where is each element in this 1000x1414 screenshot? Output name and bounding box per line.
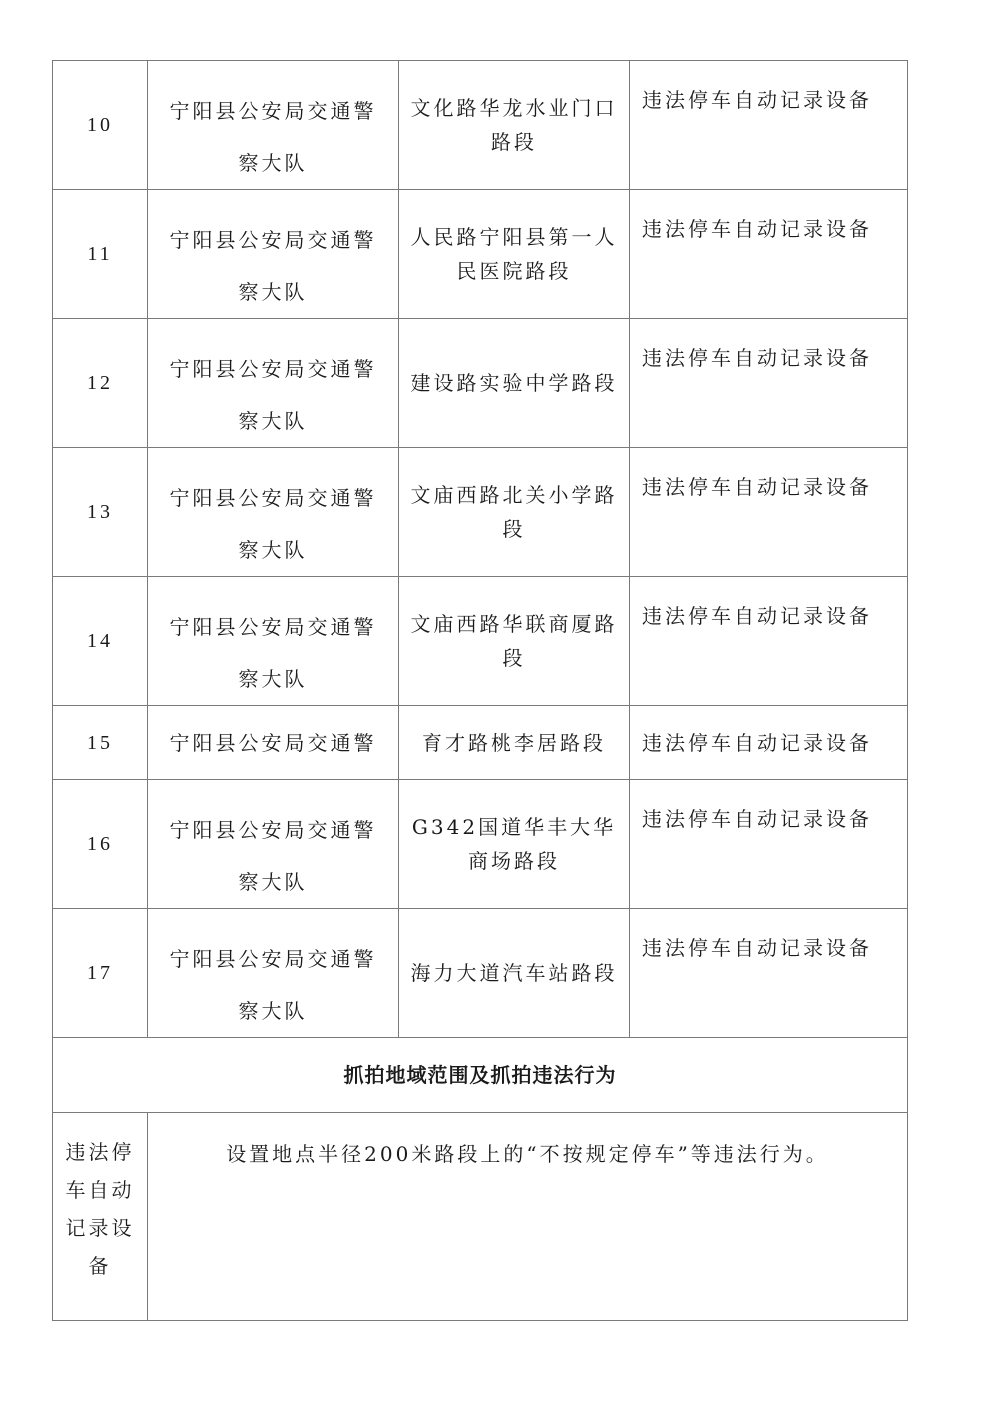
location-cell: 建设路实验中学路段: [399, 319, 630, 448]
scope-row: [53, 1113, 908, 1321]
unit-line2: 察大队: [238, 870, 308, 894]
location-cell: 人民路宁阳县第一人民医院路段: [399, 190, 630, 319]
table-row: [53, 448, 908, 577]
device-cell: 违法停车自动记录设备: [630, 780, 908, 909]
device-cell: 违法停车自动记录设备: [630, 577, 908, 706]
location-cell: 文庙西路华联商厦路段: [399, 577, 630, 706]
unit-line2: 察大队: [238, 999, 308, 1023]
device-cell: 违法停车自动记录设备: [630, 61, 908, 190]
device-cell: 违法停车自动记录设备: [630, 909, 908, 1038]
unit-line2: 察大队: [238, 667, 308, 691]
location-cell: 育才路桃李居路段: [399, 706, 630, 780]
location-cell: 文庙西路北关小学路段: [399, 448, 630, 577]
location-cell: 海力大道汽车站路段: [399, 909, 630, 1038]
table-row: [53, 909, 908, 1038]
unit-line1: 宁阳县公安局交通警: [169, 486, 377, 510]
unit-cell: [148, 448, 399, 577]
unit-cell: [148, 577, 399, 706]
unit-line1: 宁阳县公安局交通警: [169, 615, 377, 639]
row-number: 11: [53, 190, 148, 319]
unit-cell: [148, 780, 399, 909]
unit-line1: 宁阳县公安局交通警: [169, 99, 377, 123]
table-row: [53, 190, 908, 319]
section-heading: 抓拍地域范围及抓拍违法行为: [53, 1038, 908, 1113]
device-cell: 违法停车自动记录设备: [630, 319, 908, 448]
device-cell: 违法停车自动记录设备: [630, 448, 908, 577]
device-cell: 违法停车自动记录设备: [630, 706, 908, 780]
unit-cell: [148, 190, 399, 319]
location-cell: 文化路华龙水业门口路段: [399, 61, 630, 190]
location-cell: G342国道华丰大华商场路段: [399, 780, 630, 909]
unit-line2: 察大队: [238, 151, 308, 175]
row-number: 13: [53, 448, 148, 577]
table-row: [53, 319, 908, 448]
row-number: 14: [53, 577, 148, 706]
device-cell: 违法停车自动记录设备: [630, 190, 908, 319]
table-row: [53, 780, 908, 909]
table-row: [53, 577, 908, 706]
row-number: 10: [53, 61, 148, 190]
unit-line2: 察大队: [238, 280, 308, 304]
section-heading-row: [53, 1038, 908, 1113]
unit-cell: [148, 909, 399, 1038]
unit-cell: [148, 61, 399, 190]
unit-cell: [148, 319, 399, 448]
scope-label: 违法停车自动记录设备: [53, 1113, 148, 1321]
unit-line1: 宁阳县公安局交通警: [169, 228, 377, 252]
unit-cell: 宁阳县公安局交通警: [148, 706, 399, 780]
row-number: 12: [53, 319, 148, 448]
row-number: 15: [53, 706, 148, 780]
table-row: [53, 706, 908, 780]
row-number: 17: [53, 909, 148, 1038]
unit-line2: 察大队: [238, 409, 308, 433]
unit-line1: 宁阳县公安局交通警: [169, 357, 377, 381]
scope-description: 设置地点半径200米路段上的“不按规定停车”等违法行为。: [148, 1113, 908, 1321]
row-number: 16: [53, 780, 148, 909]
table-row: [53, 61, 908, 190]
unit-line2: 察大队: [238, 538, 308, 562]
camera-location-table: [52, 60, 908, 1321]
unit-line1: 宁阳县公安局交通警: [169, 818, 377, 842]
unit-line1: 宁阳县公安局交通警: [169, 947, 377, 971]
